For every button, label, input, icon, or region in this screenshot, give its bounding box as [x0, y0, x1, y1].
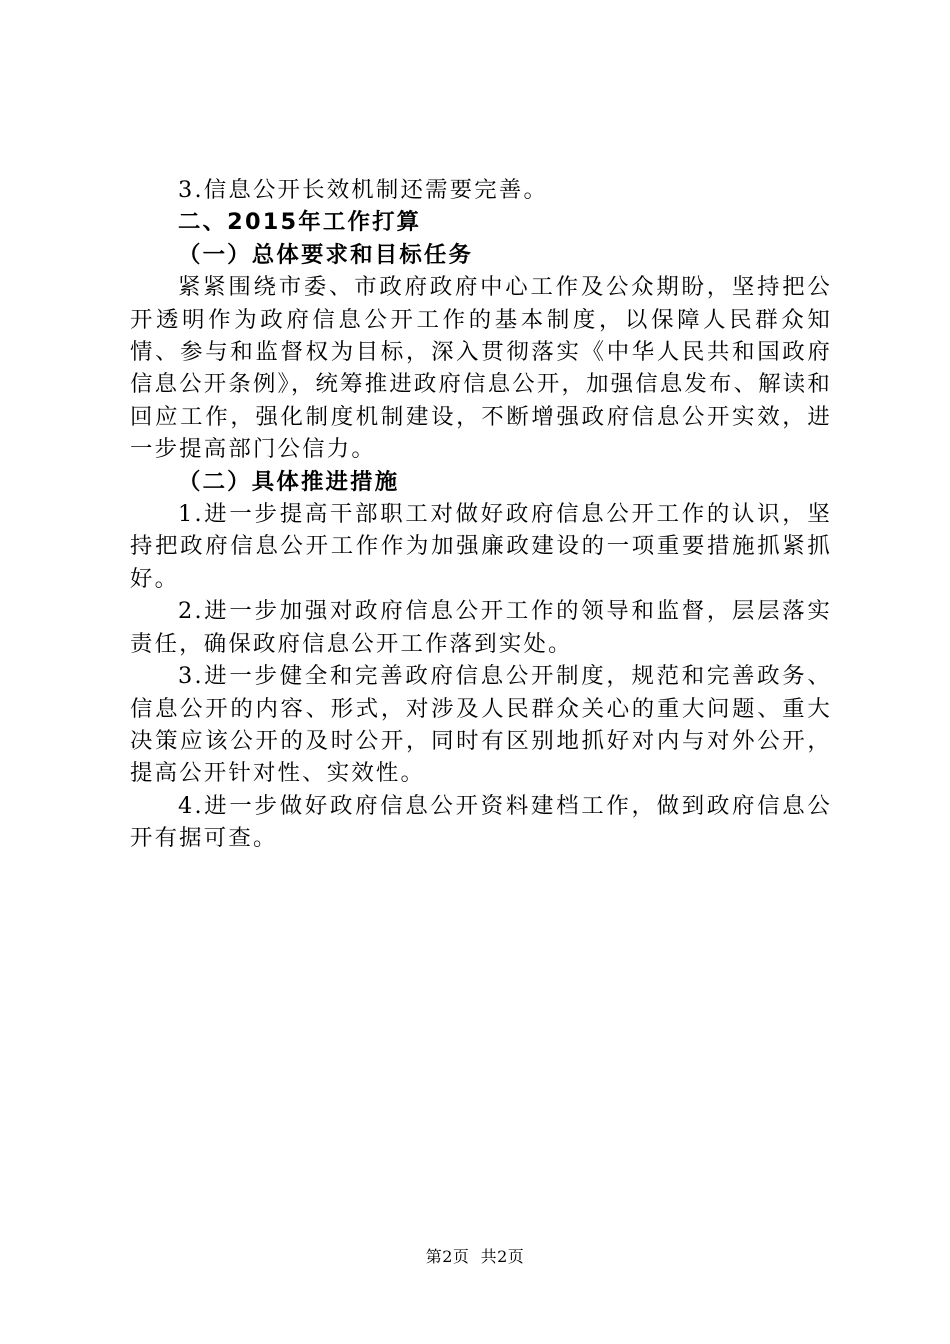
paragraph-measure-4: 4.进一步做好政府信息公开资料建档工作，做到政府信息公开有据可查。: [130, 792, 832, 852]
paragraph-measure-1: 1.进一步提高干部职工对做好政府信息公开工作的认识，坚持把政府信息公开工作作为加强廉政建设的一项重要措施抓紧抓好。: [130, 501, 832, 592]
document-body: [130, 174, 832, 855]
paragraph-measure-2: 2.进一步加强对政府信息公开工作的领导和监督，层层落实责任，确保政府信息公开工作落到实处。: [130, 598, 832, 657]
section-heading-2015-plan: 二、2015年工作打算: [178, 209, 422, 236]
subsection-heading-specific-measures: （二）具体推进措施: [178, 468, 400, 495]
page-footer: [0, 1244, 950, 1267]
paragraph-overall-requirements: 紧紧围绕市委、市政府政府中心工作及公众期盼，坚持把公开透明作为政府信息公开工作的基本制度，以保障人民群众知情、参与和监督权为目标，深入贯彻落实《中华人民共和国政府信息公开条例》，统筹推进政府信息公开，加强信息发布、解读和回应工作，强化制度机制建设，不断增强政府信息公开实效，进一步提高部门公信力。: [130, 274, 832, 463]
subsection-heading-overall-requirements: （一）总体要求和目标任务: [178, 241, 474, 268]
page-number: 第2页 共2页: [425, 1247, 525, 1266]
paragraph-issue-3: 3.信息公开长效机制还需要完善。: [178, 177, 549, 203]
paragraph-measure-3: 3.进一步健全和完善政府信息公开制度，规范和完善政务、信息公开的内容、形式，对涉及人民群众关心的重大问题、重大决策应该公开的及时公开，同时有区别地抓好对内与对外公开，提高公开针对性、实效性。: [130, 663, 832, 787]
